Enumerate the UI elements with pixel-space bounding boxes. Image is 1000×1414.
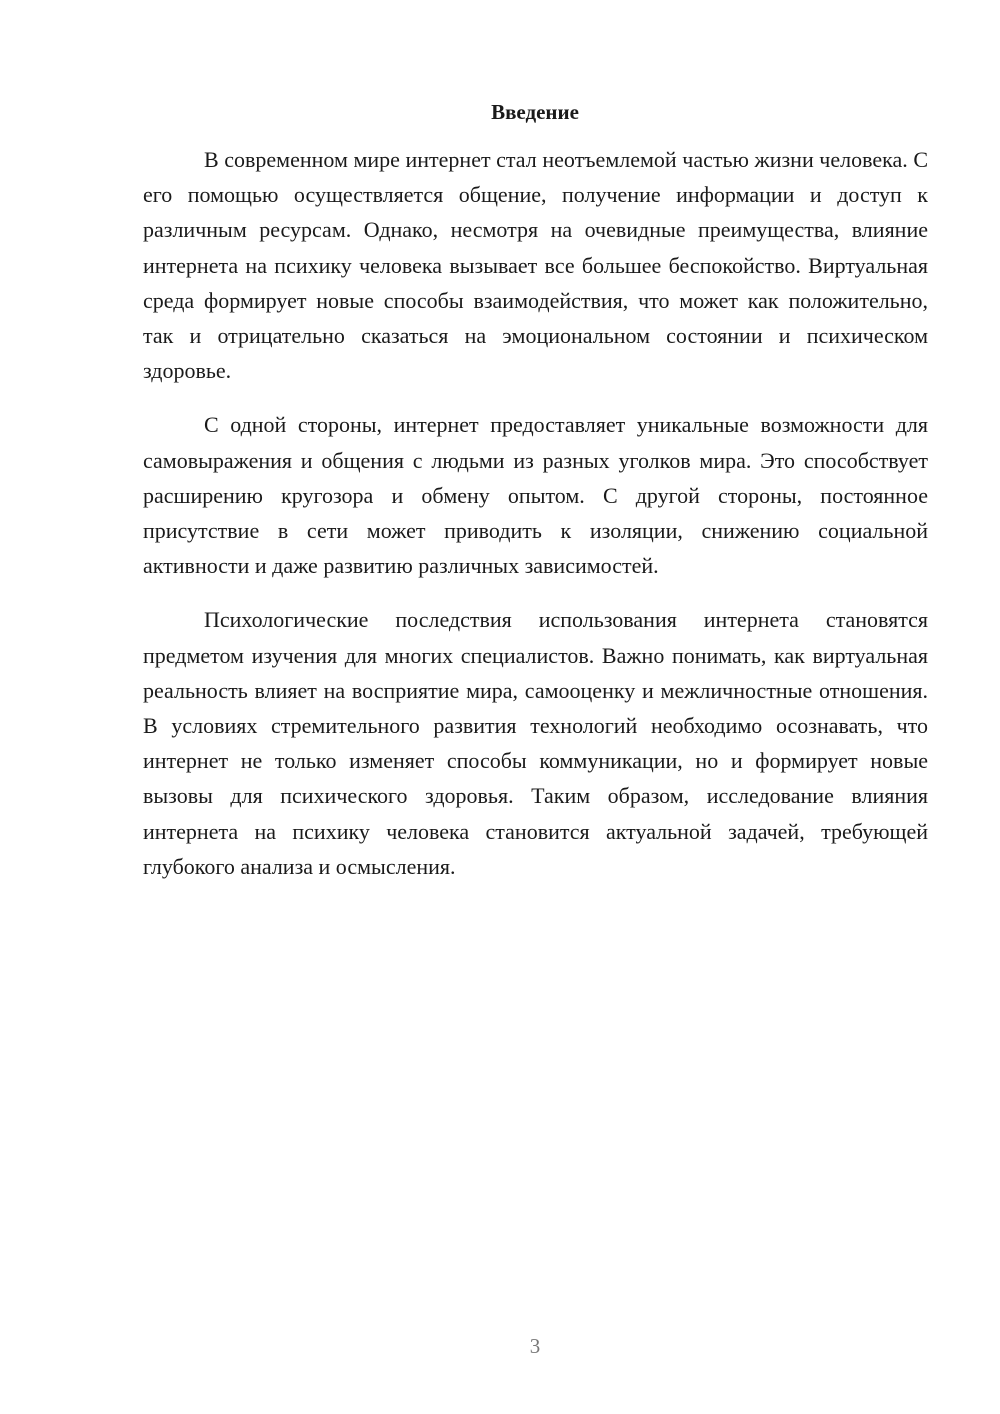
paragraph-1: В современном мире интернет стал неотъемлемой частью жизни человека. С его помощью осуществляется общение, получение информации и доступ к различным ресурсам. Однако, несмотря на очевидные преимущества, влияние интернета на психику человека вызывает все большее беспокойство. Виртуальная среда формирует новые способы взаимодействия, что может как положительно, так и отрицательно сказаться на эмоциональном состоянии и психическом здоровье. bbox=[143, 147, 928, 384]
page-number: 3 bbox=[529, 1334, 541, 1358]
section-heading: Введение bbox=[491, 100, 579, 124]
body-text bbox=[143, 142, 928, 884]
paragraph-3: Психологические последствия использования интернета становятся предметом изучения для многих специалистов. Важно понимать, как виртуальная реальность влияет на восприятие мира, самооценку и межличностные отношения. В условиях стремительного развития технологий необходимо осознавать, что интернет не только изменяет способы коммуникации, но и формирует новые вызовы для психического здоровья. Таким образом, исследование влияния интернета на психику человека становится актуальной задачей, требующей глубокого анализа и осмысления. bbox=[143, 607, 928, 879]
paragraph-2: С одной стороны, интернет предоставляет уникальные возможности для самовыражения и общения с людьми из разных уголков мира. Это способствует расширению кругозора и обмену опытом. С другой стороны, постоянное присутствие в сети может приводить к изоляции, снижению социальной активности и даже развитию различных зависимостей. bbox=[143, 412, 928, 579]
